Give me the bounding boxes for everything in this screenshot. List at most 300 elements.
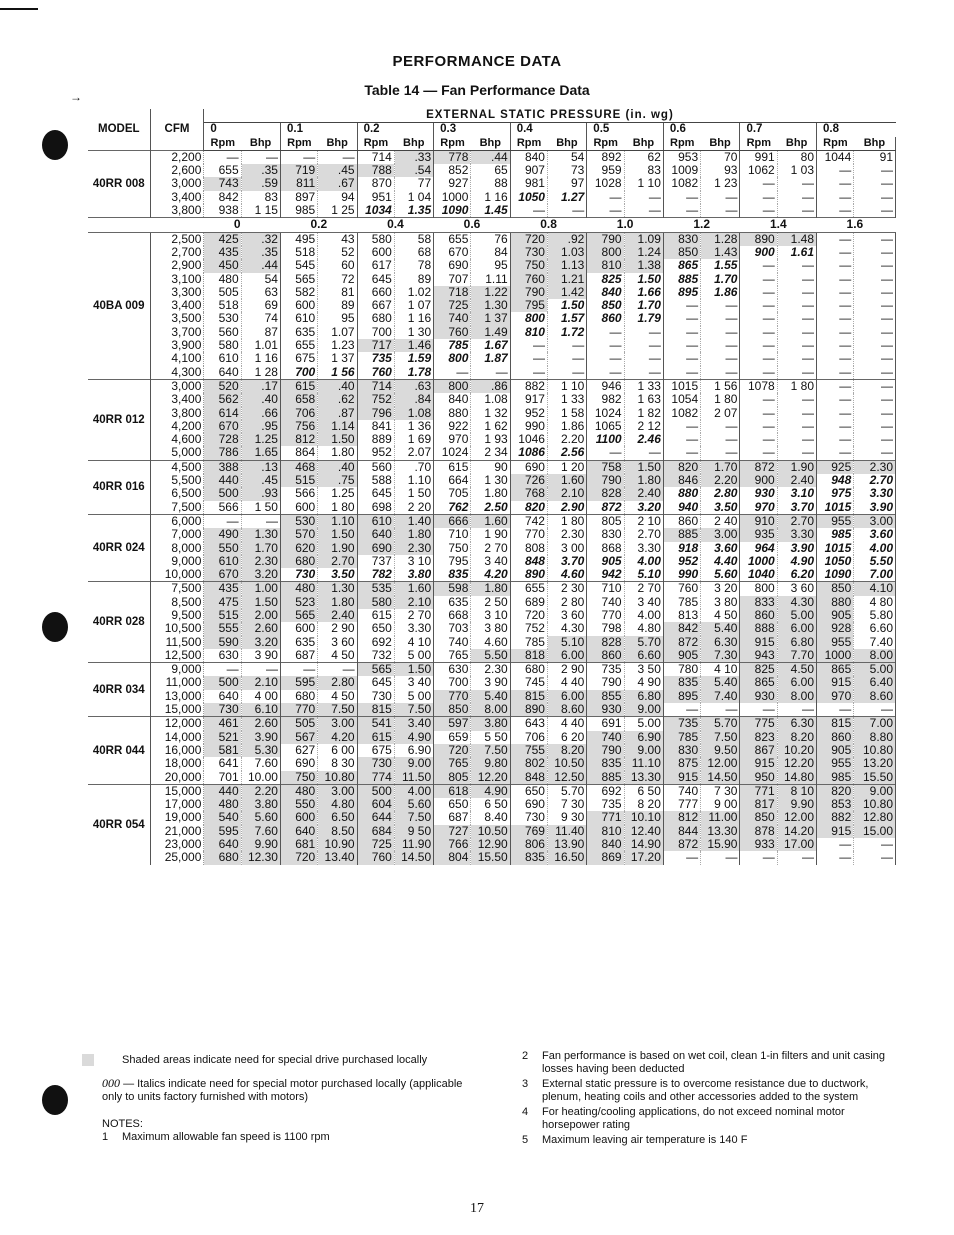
bhp-cell: 6.80 (777, 636, 816, 649)
rpm-cell: 545 (280, 259, 317, 272)
bhp-cell: 5.00 (624, 717, 663, 731)
rpm-cell: 468 (280, 460, 317, 474)
bhp-cell: 14.50 (701, 771, 740, 785)
rpm-cell: 706 (510, 731, 547, 744)
bhp-cell: 1.25 (318, 487, 357, 500)
rpm-header: Rpm (204, 137, 241, 151)
rpm-cell: 710 (434, 528, 471, 541)
rpm-cell: 740 (434, 636, 471, 649)
rpm-cell: 668 (434, 609, 471, 622)
rpm-cell: 450 (204, 259, 241, 272)
bhp-cell: — (624, 366, 663, 380)
cfm-cell: 6,000 (150, 514, 204, 528)
table-row (88, 622, 896, 635)
rpm-cell: 798 (587, 622, 624, 635)
bhp-cell: 1 56 (701, 379, 740, 393)
bhp-cell: 43 (318, 232, 357, 246)
bhp-cell: 1.11 (471, 273, 510, 286)
rpm-cell: 878 (740, 825, 777, 838)
table-row (88, 286, 896, 299)
bhp-cell: 9.00 (624, 744, 663, 757)
bhp-cell: 1.87 (471, 352, 510, 365)
bhp-cell: 4 90 (624, 676, 663, 689)
bhp-cell: — (777, 433, 816, 446)
rpm-cell: 955 (817, 636, 854, 649)
bhp-cell: 1.42 (547, 286, 586, 299)
bhp-cell: 11.90 (394, 838, 433, 851)
bhp-cell: 4.30 (547, 622, 586, 635)
rpm-cell: 1078 (740, 379, 777, 393)
pressure-header: 0.7 (740, 123, 817, 137)
rpm-cell: 675 (357, 744, 394, 757)
rpm-cell: 955 (817, 514, 854, 528)
bhp-cell: 3.80 (394, 568, 433, 582)
rpm-cell: 588 (357, 474, 394, 487)
bhp-cell: 58 (394, 232, 433, 246)
fan-performance-table (88, 109, 896, 865)
bhp-cell: — (777, 446, 816, 460)
rpm-cell: 610 (280, 312, 317, 325)
rpm-cell: — (817, 379, 854, 393)
rpm-cell: 680 (510, 663, 547, 677)
bhp-cell: 6.30 (701, 636, 740, 649)
rpm-cell: 970 (434, 433, 471, 446)
table-row (88, 433, 896, 446)
bhp-cell: — (854, 838, 896, 851)
rpm-cell: — (663, 326, 700, 339)
rpm-cell: — (740, 177, 777, 190)
bhp-cell: 1.80 (471, 582, 510, 596)
bhp-cell: 2 20 (394, 501, 433, 515)
bhp-cell: 2.70 (777, 514, 816, 528)
rpm-cell: 645 (357, 273, 394, 286)
bhp-cell: 1.50 (394, 663, 433, 677)
cfm-cell: 11,000 (150, 676, 204, 689)
rpm-cell: 675 (280, 352, 317, 365)
bhp-cell: 1 80 (777, 379, 816, 393)
bhp-cell: 3 00 (547, 542, 586, 555)
bhp-cell: .92 (547, 232, 586, 246)
rpm-cell: 867 (740, 744, 777, 757)
note-1-text: Maximum allowable fan speed is 1100 rpm (122, 1131, 330, 1143)
bhp-cell: 5.70 (624, 636, 663, 649)
bhp-cell: 2 34 (471, 446, 510, 460)
cfm-cell: 3,800 (150, 407, 204, 420)
rpm-cell: 755 (510, 744, 547, 757)
rpm-cell: 927 (434, 177, 471, 190)
rpm-cell: 813 (663, 609, 700, 622)
rpm-cell: 840 (434, 393, 471, 406)
rpm-cell: 650 (510, 784, 547, 798)
bhp-cell: 12.90 (471, 838, 510, 851)
rpm-cell: — (510, 204, 547, 218)
rpm-cell: 540 (204, 811, 241, 824)
rpm-cell: 770 (510, 528, 547, 541)
bhp-cell: 2.80 (701, 487, 740, 500)
rpm-cell: 933 (740, 838, 777, 851)
rpm-cell: 595 (204, 825, 241, 838)
bhp-cell: 4 40 (547, 676, 586, 689)
bhp-cell: 72 (318, 273, 357, 286)
note-5-number: 5 (522, 1134, 529, 1146)
bhp-cell: — (701, 312, 740, 325)
rpm-cell: 800 (740, 582, 777, 596)
rpm-cell: 615 (357, 609, 394, 622)
bhp-cell: 4.20 (471, 568, 510, 582)
rpm-cell: 518 (280, 246, 317, 259)
bhp-cell: — (854, 379, 896, 393)
bhp-cell: 14.20 (777, 825, 816, 838)
bhp-cell: 6.50 (318, 811, 357, 824)
bhp-cell: 95 (318, 312, 357, 325)
bhp-cell: 14.90 (624, 838, 663, 851)
rpm-cell: 726 (510, 474, 547, 487)
rpm-cell: 850 (663, 246, 700, 259)
bhp-cell: 1.27 (547, 191, 586, 204)
bhp-cell: 1 16 (471, 191, 510, 204)
rpm-cell: 610 (204, 555, 241, 568)
bhp-cell: .17 (241, 379, 280, 393)
rpm-cell: — (817, 204, 854, 218)
rpm-cell: 790 (510, 286, 547, 299)
rpm-cell: 610 (357, 514, 394, 528)
rpm-cell: — (740, 339, 777, 352)
rpm-cell: 860 (817, 731, 854, 744)
bhp-cell: 6.60 (624, 649, 663, 663)
rpm-cell: 948 (817, 474, 854, 487)
rpm-cell: — (663, 204, 700, 218)
bhp-cell: 1.30 (241, 528, 280, 541)
bhp-cell: 10.80 (854, 744, 896, 757)
rpm-cell: 771 (740, 784, 777, 798)
rpm-cell: — (817, 232, 854, 246)
bhp-cell: 1.50 (318, 528, 357, 541)
bhp-cell: 93 (701, 164, 740, 177)
model-label: 40BA 009 (88, 232, 150, 379)
bhp-cell: 1 80 (547, 514, 586, 528)
rpm-cell: 975 (817, 487, 854, 500)
rpm-cell: 890 (740, 232, 777, 246)
pressure-subheader: 1.4 (740, 218, 817, 232)
bhp-cell: .84 (394, 393, 433, 406)
rpm-cell: 500 (357, 784, 394, 798)
rpm-cell: 735 (587, 798, 624, 811)
rpm-cell: 700 (434, 676, 471, 689)
model-label: 40RR 028 (88, 582, 150, 663)
binder-hole-2 (42, 612, 68, 642)
rpm-cell: 850 (587, 299, 624, 312)
bhp-cell: 80 (777, 150, 816, 164)
bhp-cell: 6.40 (854, 676, 896, 689)
bhp-cell: 1 37 (471, 312, 510, 325)
rpm-cell: 769 (510, 825, 547, 838)
bhp-cell: 17.00 (777, 838, 816, 851)
rpm-cell: 600 (280, 299, 317, 312)
table-row (88, 784, 896, 798)
bhp-cell: 4 10 (394, 636, 433, 649)
rpm-cell: 590 (204, 636, 241, 649)
rpm-cell: 660 (357, 286, 394, 299)
rpm-cell: 955 (817, 757, 854, 770)
bhp-cell: 1.80 (318, 596, 357, 609)
rpm-cell: 600 (357, 246, 394, 259)
rpm-cell: 841 (357, 420, 394, 433)
rpm-cell: 864 (280, 446, 317, 460)
bhp-cell: — (701, 191, 740, 204)
rpm-cell: 1044 (817, 150, 854, 164)
rpm-cell: — (740, 366, 777, 380)
rpm-cell: 915 (740, 757, 777, 770)
cfm-cell: 2,500 (150, 232, 204, 246)
bhp-cell: 84 (471, 246, 510, 259)
rpm-cell: 703 (434, 622, 471, 635)
rpm-cell: 820 (510, 501, 547, 515)
rpm-cell: 880 (663, 487, 700, 500)
bhp-cell: 4.40 (701, 555, 740, 568)
rpm-cell: 541 (357, 717, 394, 731)
bhp-cell: 2.10 (241, 676, 280, 689)
bhp-cell: .87 (318, 407, 357, 420)
rpm-cell: — (587, 352, 624, 365)
model-label: 40RR 012 (88, 379, 150, 460)
bhp-cell: 1 16 (394, 312, 433, 325)
bhp-cell: 2.50 (471, 501, 510, 515)
bhp-cell: — (701, 339, 740, 352)
bhp-cell: 1.55 (701, 259, 740, 272)
bhp-cell: — (241, 514, 280, 528)
rpm-cell: 666 (434, 514, 471, 528)
rpm-cell: 565 (357, 663, 394, 677)
bhp-cell: 6 50 (624, 784, 663, 798)
rpm-cell: 1100 (587, 433, 624, 446)
bhp-cell: 3.00 (318, 784, 357, 798)
external-static-pressure-header: EXTERNAL STATIC PRESSURE (in. wg) (204, 109, 896, 123)
rpm-cell: 655 (204, 164, 241, 177)
bhp-cell: 1.09 (624, 232, 663, 246)
rpm-cell: 815 (357, 703, 394, 717)
bhp-cell: 2 10 (624, 514, 663, 528)
bhp-cell: 4.90 (394, 731, 433, 744)
bhp-cell: 6.90 (394, 744, 433, 757)
bhp-cell: 4.30 (777, 596, 816, 609)
rpm-cell: 805 (587, 514, 624, 528)
rpm-cell: 895 (663, 690, 700, 703)
rpm-cell: 388 (204, 460, 241, 474)
bhp-cell: — (701, 420, 740, 433)
bhp-cell: 69 (241, 299, 280, 312)
rpm-cell: 690 (280, 757, 317, 770)
bhp-cell: — (854, 851, 896, 864)
bhp-cell: 3.40 (394, 717, 433, 731)
bhp-cell: 2 70 (471, 542, 510, 555)
rpm-cell: 707 (434, 273, 471, 286)
rpm-cell: 840 (510, 150, 547, 164)
bhp-cell: 5.60 (241, 811, 280, 824)
cfm-cell: 6,500 (150, 487, 204, 500)
note-4 (522, 1106, 902, 1132)
bhp-cell: 1.50 (624, 460, 663, 474)
rpm-cell: — (817, 366, 854, 380)
bhp-cell: 4 50 (318, 690, 357, 703)
bhp-cell: 5 50 (471, 731, 510, 744)
bhp-cell: — (854, 393, 896, 406)
rpm-cell: — (740, 433, 777, 446)
bhp-header: Bhp (777, 137, 816, 151)
rpm-cell: 850 (434, 703, 471, 717)
rpm-cell: — (740, 407, 777, 420)
rpm-cell: — (204, 514, 241, 528)
cfm-cell: 3,400 (150, 393, 204, 406)
bhp-cell: .45 (241, 474, 280, 487)
bhp-cell: 3.00 (854, 514, 896, 528)
rpm-cell: 785 (434, 339, 471, 352)
rpm-cell: 756 (280, 420, 317, 433)
bhp-cell: — (854, 232, 896, 246)
rpm-cell: 425 (204, 232, 241, 246)
bhp-cell: 87 (241, 326, 280, 339)
bhp-cell: 16.50 (547, 851, 586, 864)
bhp-cell: 8 30 (318, 757, 357, 770)
rpm-cell: 880 (434, 407, 471, 420)
rpm-cell: — (817, 259, 854, 272)
bhp-cell: 1.70 (241, 542, 280, 555)
rpm-cell: 640 (280, 825, 317, 838)
rpm-cell: 740 (663, 784, 700, 798)
bhp-cell: .35 (241, 164, 280, 177)
bhp-cell: 1 80 (701, 393, 740, 406)
bhp-cell: 4.50 (777, 663, 816, 677)
bhp-cell: 13.30 (701, 825, 740, 838)
rpm-cell: 882 (817, 811, 854, 824)
table-row (88, 731, 896, 744)
rpm-cell: — (740, 273, 777, 286)
bhp-cell: 1 93 (471, 433, 510, 446)
shaded-footnote (102, 1054, 482, 1067)
bhp-cell: 2.10 (547, 487, 586, 500)
cfm-cell: 15,000 (150, 784, 204, 798)
bhp-cell: 3 60 (547, 609, 586, 622)
rpm-cell: 600 (280, 501, 317, 515)
rpm-cell: 786 (204, 446, 241, 460)
cfm-cell: 3,800 (150, 204, 204, 218)
bhp-cell: 2 90 (318, 622, 357, 635)
rpm-cell: 435 (204, 582, 241, 596)
bhp-cell: 10.00 (241, 771, 280, 785)
bhp-cell: — (701, 204, 740, 218)
rpm-cell: — (740, 191, 777, 204)
bhp-cell: .75 (318, 474, 357, 487)
bhp-cell: 1.80 (318, 446, 357, 460)
pressure-header: 0.2 (357, 123, 434, 137)
rpm-cell: 1090 (817, 568, 854, 582)
bhp-cell: 5.40 (471, 690, 510, 703)
corner-mark (0, 8, 38, 10)
rpm-cell: 835 (510, 851, 547, 864)
rpm-cell: 796 (357, 407, 394, 420)
rpm-cell: 740 (587, 596, 624, 609)
table-row (88, 299, 896, 312)
bhp-cell: 2 40 (701, 514, 740, 528)
cfm-cell: 4,100 (150, 352, 204, 365)
note-3-text: External static pressure is to overcome resistance due to ductwork, plenum, heating coils and other accessories added to the system (542, 1078, 869, 1103)
cfm-cell: 7,500 (150, 501, 204, 515)
bhp-cell: .33 (394, 150, 433, 164)
rpm-cell: 1046 (510, 433, 547, 446)
rpm-cell: — (817, 703, 854, 717)
rpm-cell: 618 (434, 784, 471, 798)
rpm-cell: 853 (817, 798, 854, 811)
rpm-cell: 760 (357, 366, 394, 380)
rpm-cell: 640 (204, 366, 241, 380)
rpm-cell: 732 (357, 649, 394, 663)
bhp-cell: 2.40 (624, 487, 663, 500)
rpm-cell: 850 (740, 811, 777, 824)
bhp-cell: — (701, 299, 740, 312)
rpm-cell: 728 (204, 433, 241, 446)
table-row (88, 420, 896, 433)
rpm-cell: 680 (204, 851, 241, 864)
rpm-cell: 865 (817, 663, 854, 677)
rpm-cell: 800 (587, 246, 624, 259)
bhp-cell: 1 50 (241, 501, 280, 515)
rpm-cell: 740 (434, 312, 471, 325)
rpm-cell: 655 (510, 582, 547, 596)
rpm-cell: — (740, 326, 777, 339)
pressure-subheader: 1.2 (663, 218, 740, 232)
rpm-cell: 888 (740, 622, 777, 635)
rpm-cell: 788 (357, 164, 394, 177)
rpm-cell: — (740, 259, 777, 272)
rpm-cell: 701 (204, 771, 241, 785)
table-row (88, 676, 896, 689)
bhp-cell: 1 50 (394, 487, 433, 500)
rpm-header: Rpm (587, 137, 624, 151)
bhp-cell: — (547, 352, 586, 365)
rpm-cell: 714 (357, 150, 394, 164)
bhp-cell: — (854, 286, 896, 299)
rpm-cell: 915 (740, 636, 777, 649)
rpm-cell: 810 (510, 326, 547, 339)
bhp-cell: .13 (241, 460, 280, 474)
rpm-cell: 505 (280, 717, 317, 731)
bhp-cell: 1 33 (547, 393, 586, 406)
rpm-cell: — (663, 420, 700, 433)
rpm-cell: — (663, 433, 700, 446)
bhp-cell: 1.60 (471, 514, 510, 528)
rpm-cell: — (663, 352, 700, 365)
bhp-cell: 1 30 (471, 474, 510, 487)
subheader-spacer (150, 218, 204, 232)
bhp-cell: 5.60 (394, 798, 433, 811)
bhp-cell: 13.40 (318, 851, 357, 864)
rpm-cell: 970 (740, 501, 777, 515)
table-row (88, 568, 896, 582)
bhp-cell: — (854, 299, 896, 312)
bhp-cell: 3.20 (241, 568, 280, 582)
bhp-cell: 5 00 (394, 690, 433, 703)
rpm-header: Rpm (817, 137, 854, 151)
bhp-cell: 3 50 (624, 663, 663, 677)
bhp-cell: 3.00 (318, 717, 357, 731)
bhp-cell: 2 50 (471, 596, 510, 609)
rpm-cell: 655 (434, 232, 471, 246)
bhp-cell: 1 23 (701, 177, 740, 190)
bhp-cell: 9.80 (471, 757, 510, 770)
bhp-cell: 1.08 (394, 407, 433, 420)
rpm-cell: 1065 (587, 420, 624, 433)
bhp-cell: 3 10 (471, 609, 510, 622)
bhp-cell: 2 30 (547, 582, 586, 596)
